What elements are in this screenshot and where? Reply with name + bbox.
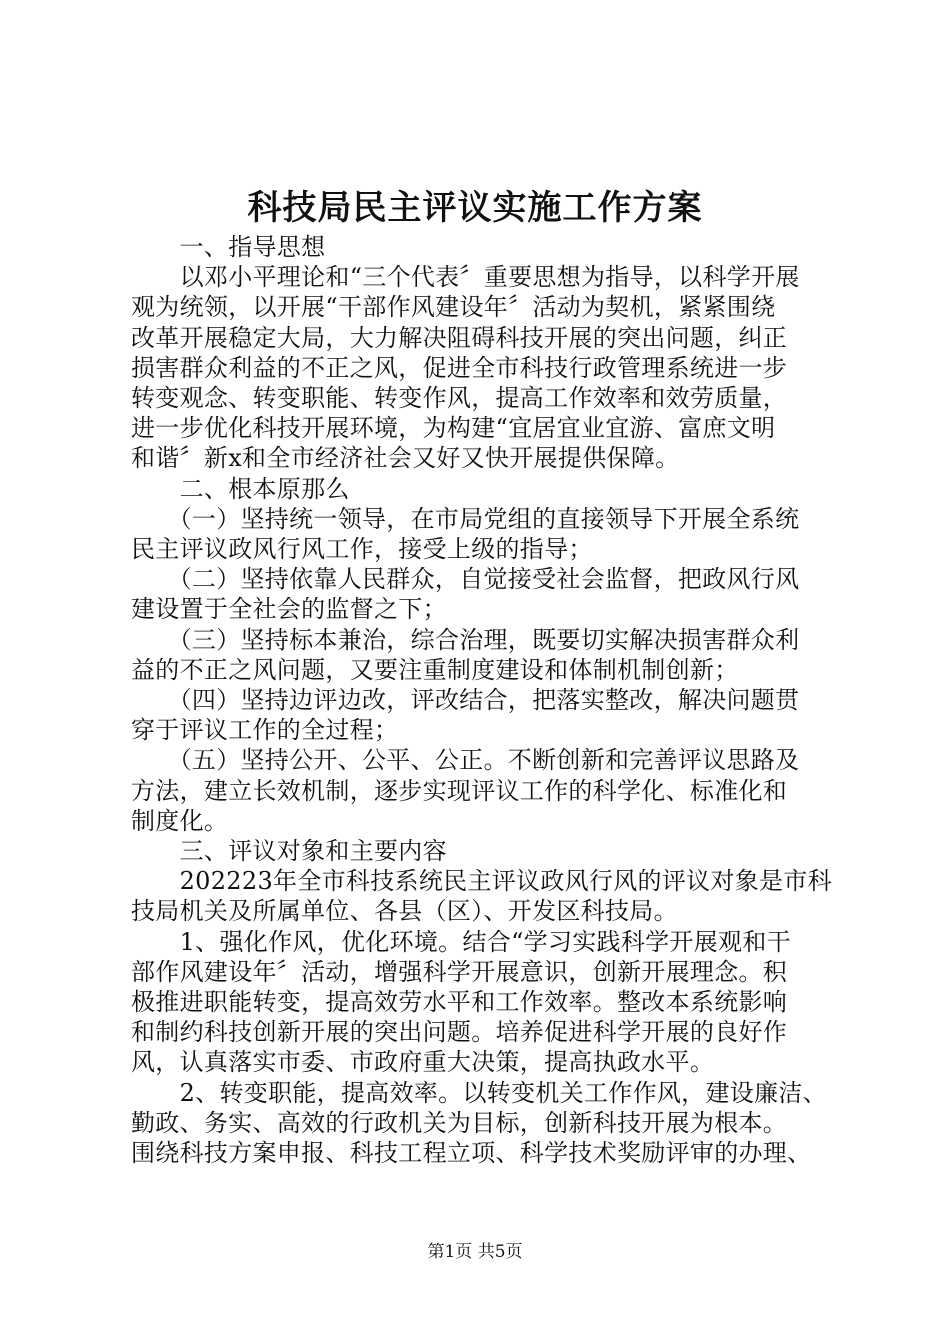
body-line: 勤政、务实、高效的行政机关为目标，创新科技开展为根本。 [131, 1108, 788, 1137]
body-line: （一）坚持统一领导，在市局党组的直接领导下开展全系统 [131, 504, 800, 533]
body-line: 穿于评议工作的全过程； [131, 716, 399, 745]
body-line: 部作风建设年〞活动，增强科学开展意识，创新开展理念。积 [131, 957, 788, 986]
document-body [131, 232, 831, 1168]
body-line: 1、强化作风，优化环境。结合“学习实践科学开展观和干 [131, 927, 791, 956]
body-line: 进一步优化科技开展环境，为构建“宜居宜业宜游、富庶文明 [131, 414, 776, 443]
body-line: 方法，建立长效机制，逐步实现评议工作的科学化、标准化和 [131, 776, 788, 805]
body-line: 二、根本原那么 [131, 474, 350, 503]
body-line: 和谐〞新x和全市经济社会又好又快开展提供保障。 [131, 444, 680, 473]
body-line: 2、转变职能，提高效率。以转变机关工作作风，建设廉洁、 [131, 1078, 827, 1107]
document-title: 科技局民主评议实施工作方案 [247, 188, 703, 228]
body-line: 202223年全市科技系统民主评议政风行风的评议对象是市科 [131, 867, 832, 896]
body-line: 损害群众利益的不正之风，促进全市科技行政管理系统进一步 [131, 353, 788, 382]
body-line: 制度化。 [131, 806, 229, 835]
body-line: 技局机关及所属单位、各县（区）、开发区科技局。 [131, 897, 678, 926]
body-line: 益的不正之风问题，又要注重制度建设和体制机制创新； [131, 655, 739, 684]
body-line: （四）坚持边评边改，评改结合，把落实整改，解决问题贯 [131, 686, 800, 715]
body-line: （五）坚持公开、公平、公正。不断创新和完善评议思路及 [131, 746, 800, 775]
body-line: 改革开展稳定大局，大力解决阻碍科技开展的突出问题，纠正 [131, 323, 788, 352]
body-line: （二）坚持依靠人民群众，自觉接受社会监督，把政风行风 [131, 565, 800, 594]
body-line: （三）坚持标本兼治，综合治理，既要切实解决损害群众利 [131, 625, 800, 654]
body-line: 一、指导思想 [131, 233, 326, 261]
body-line: 以邓小平理论和“三个代表〞重要思想为指导，以科学开展 [131, 263, 800, 292]
body-line: 民主评议政风行风工作，接受上级的指导； [131, 535, 593, 564]
body-line: 极推进职能转变，提高效劳水平和工作效率。整改本系统影响 [131, 988, 788, 1017]
body-line: 和制约科技创新开展的突出问题。培养促进科学开展的良好作 [131, 1018, 788, 1047]
page-number-footer: 第1页 共5页 [427, 1242, 523, 1262]
body-line: 围绕科技方案申报、科技工程立项、科学技术奖励评审的办理、 [131, 1139, 812, 1168]
body-line: 风，认真落实市委、市政府重大决策，提高执政水平。 [131, 1048, 715, 1077]
body-line: 三、评议对象和主要内容 [131, 837, 447, 866]
body-line: 转变观念、转变职能、转变作风，提高工作效率和效劳质量， [131, 384, 788, 413]
body-line: 建设置于全社会的监督之下； [131, 595, 447, 624]
body-line: 观为统领，以开展“干部作风建设年〞活动为契机，紧紧围绕 [131, 293, 776, 322]
